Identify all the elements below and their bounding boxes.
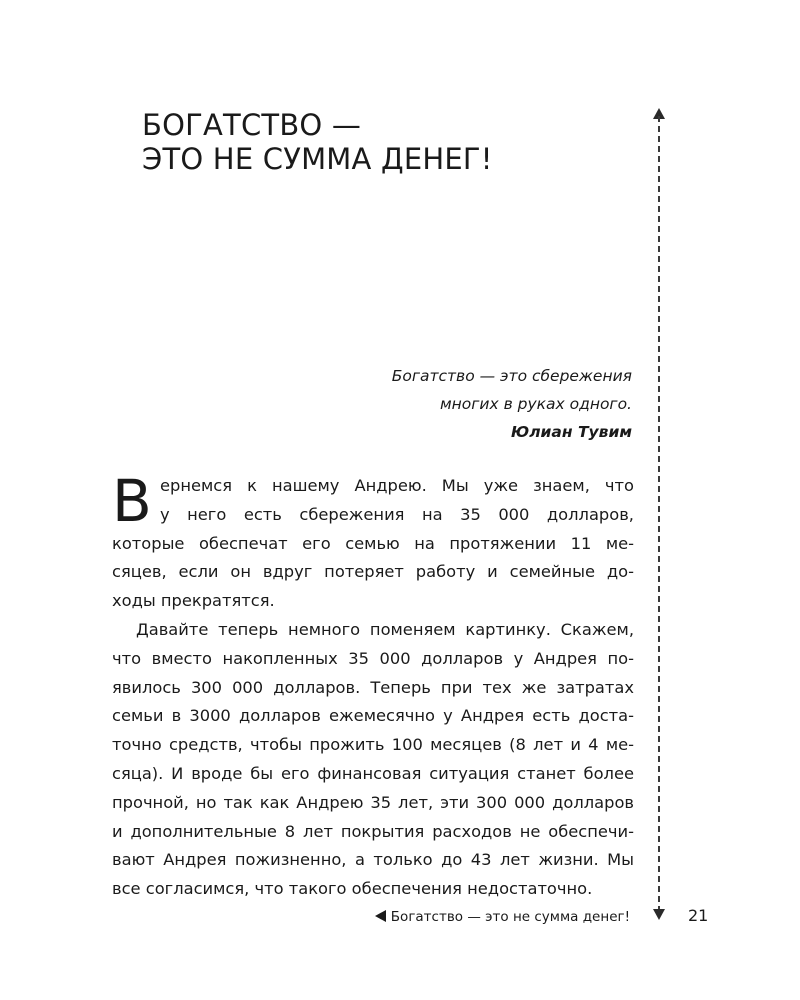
page-number: 21	[688, 906, 709, 925]
epigraph-line-2: многих в руках одного.	[439, 395, 632, 413]
paragraph-1-line: ходы прекратятся.	[112, 591, 275, 611]
paragraph-2-line: семьи в 3000 долларов ежемесячно у Андрея есть доста-	[112, 706, 634, 726]
paragraph-1-line: которые обеспечат его семью на протяжении 11 ме-	[112, 533, 634, 553]
body-text	[112, 467, 634, 904]
paragraph-2-line: сяца). И вроде бы его финансовая ситуация станет более	[112, 763, 634, 783]
paragraph-2-line: все согласимся, что такого обеспечения недостаточно.	[112, 879, 593, 899]
running-footer-title: Богатство — это не сумма денег!	[390, 909, 630, 925]
epigraph	[252, 362, 632, 446]
paragraph-1-line: у него есть сбережения на 35 000 долларов,	[160, 504, 634, 524]
chapter-title	[142, 108, 493, 176]
chapter-title-line-2: ЭТО НЕ СУММА ДЕНЕГ!	[142, 142, 493, 176]
paragraph-2-line: и дополнительные 8 лет покрытия расходов не обеспечи-	[112, 821, 634, 841]
dashed-margin-line	[658, 116, 660, 912]
paragraph-2-line: точно средств, чтобы прожить 100 месяцев (8 лет и 4 ме-	[112, 735, 634, 755]
paragraph-2-line: прочной, но так как Андрею 35 лет, эти 300 000 долларов	[112, 792, 634, 812]
triangle-left-icon	[375, 910, 386, 922]
epigraph-author: Юлиан Тувим	[511, 423, 632, 441]
chapter-title-line-1: БОГАТСТВО —	[142, 108, 362, 142]
drop-cap: В	[112, 467, 152, 535]
paragraph-2-line: явилось 300 000 долларов. Теперь при тех же затратах	[112, 677, 634, 697]
epigraph-line-1: Богатство — это сбережения	[391, 367, 632, 385]
paragraph-2-line: Давайте теперь немного поменяем картинку. Скажем,	[136, 619, 634, 639]
paragraph-2-line: что вместо накопленных 35 000 долларов у Андрея по-	[112, 648, 634, 668]
arrow-down-icon	[653, 909, 665, 920]
paragraph-1-line: ернемся к нашему Андрею. Мы уже знаем, что	[160, 476, 634, 495]
running-footer	[375, 907, 630, 927]
paragraph-1-line: сяцев, если он вдруг потеряет работу и семейные до-	[112, 562, 634, 582]
paragraph-2-line: вают Андрея пожизненно, а только до 43 лет жизни. Мы	[112, 850, 634, 870]
